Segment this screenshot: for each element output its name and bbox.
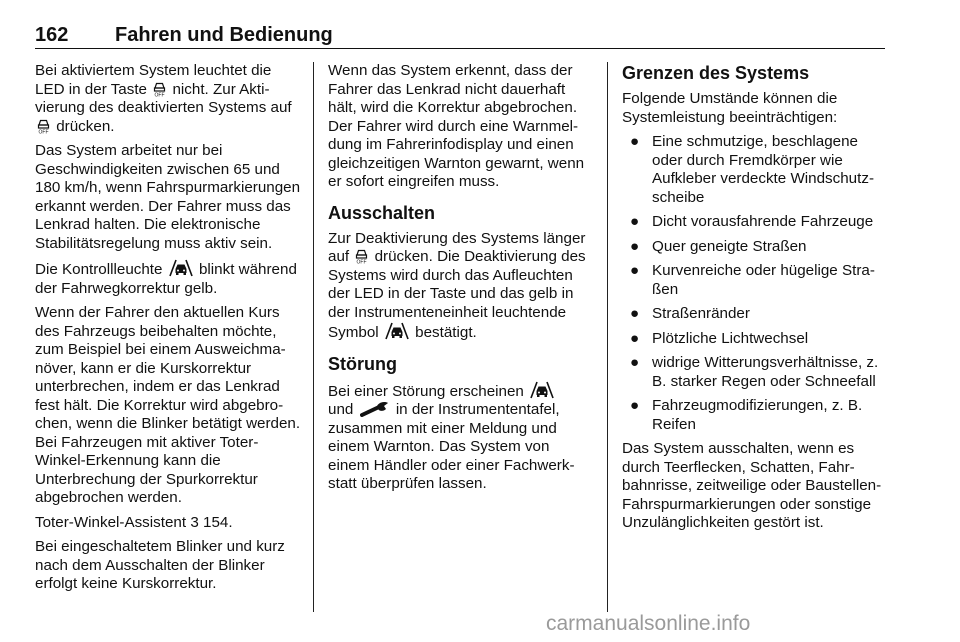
list-item: ● Eine schmutzige, beschlagene oder durch Fremdkörper wie Aufkleber verdeckte Windschutzscheibe xyxy=(630,133,875,206)
list-item: ● Dicht vorausfahrende Fahrzeuge xyxy=(630,213,874,230)
column-middle xyxy=(328,62,594,500)
column-divider xyxy=(313,62,314,612)
page-header xyxy=(35,16,885,48)
section-heading-stoerung: Störung xyxy=(328,353,397,374)
paragraph: Wenn das System erkennt, dass der Fahrer das Lenkrad nicht dauerhaft hält, wird die Korrektur abgebrochen. Der Fahrer wird durch eine Warnmeldung im Fahrerinfodisplay und einen gleichzeitigen Warnton gewarnt, wenn er sofort eingreifen muss. xyxy=(328,62,585,190)
lane-departure-car-icon xyxy=(385,322,409,340)
page-number: 162 xyxy=(35,24,69,46)
limitations-list xyxy=(622,133,890,434)
paragraph: Zur Deaktivierung des Systems länger auf OFF drücken. Die Deaktivierung des Systems wird durch das Aufleuchten der LED in der Taste und das gelb in der Instrumenteneinheit leuchtende Symbol bestätigt. xyxy=(328,229,586,341)
lane-assist-button-off-icon xyxy=(355,248,368,264)
section-heading-grenzen: Grenzen des Systems xyxy=(622,63,810,83)
bullet-icon: ● xyxy=(630,305,640,322)
page-reference-arrow-icon: 3 xyxy=(190,513,199,531)
list-item: ● Kurvenreiche oder hügelige Straßen xyxy=(630,262,875,298)
paragraph: Bei aktiviertem System leuchtet die LED in der Taste OFF nicht. Zur Aktivierung des deaktivierten Systems auf OFF drücken. xyxy=(35,62,292,135)
lane-assist-button-off-icon xyxy=(153,81,166,97)
paragraph: Folgende Umstände können die Systemleistung beeinträchtigen: xyxy=(622,90,838,126)
list-item: ● Straßenränder xyxy=(630,305,750,322)
svg-text:OFF: OFF xyxy=(154,92,165,97)
list-item: ● Plötzliche Lichtwechsel xyxy=(630,329,809,347)
paragraph: Bei einer Störung erscheinen und in der Instrumententafel, zusammen mit einer Meldung und einem Warnton. Das System von einem Händler oder einer Fachwerkstatt überprüfen lassen. xyxy=(328,382,575,492)
svg-text:OFF: OFF xyxy=(356,259,367,264)
lane-departure-car-icon xyxy=(530,381,554,399)
list-item: ● Quer geneigte Straßen xyxy=(630,237,807,255)
watermark-link[interactable]: carmanualsonline.info xyxy=(546,612,751,635)
column-left xyxy=(35,62,303,600)
header-rule xyxy=(35,48,885,49)
bullet-icon: ● xyxy=(630,237,640,255)
paragraph: Bei eingeschaltetem Blinker und kurz nach dem Ausschalten der Blinker erfolgt keine Kurskorrektur. xyxy=(35,538,285,592)
bullet-icon: ● xyxy=(630,262,640,279)
section-heading-ausschalten: Ausschalten xyxy=(328,202,436,223)
bullet-icon: ● xyxy=(630,397,640,414)
paragraph: Das System arbeitet nur bei Geschwindigkeiten zwischen 65 und 180 km/h, wenn Fahrspurmarkierungen erkannt werden. Der Fahrer muss das Lenkrad halten. Die elektronische Stabilitätsregelung muss aktiv sein. xyxy=(35,142,301,252)
bullet-icon: ● xyxy=(630,133,640,150)
svg-text:OFF: OFF xyxy=(38,129,49,134)
column-right xyxy=(622,62,890,539)
list-item: ● widrige Witterungsverhältnisse, z. B. starker Regen oder Schneefall xyxy=(630,354,879,390)
paragraph: Wenn der Fahrer den aktuellen Kurs des Fahrzeugs beibehalten möchte, zum Beispiel bei einem Ausweichmanöver, kann er die Kurskorrektur unterbrechen, indem er das Lenkrad fest hält. Die Korrektur wird abgebrochen, wenn die Blinker betätigt werden. Bei Fahrzeugen mit aktiver Toter-Winkel-Erkennung kann die Unterbrechung der Spurkorrektur abgebrochen werden. xyxy=(35,304,301,506)
list-item: ● Fahrzeugmodifizierungen, z. B. Reifen xyxy=(630,397,863,433)
lane-assist-button-off-icon xyxy=(37,118,50,134)
column-divider xyxy=(607,62,608,612)
lane-departure-car-icon xyxy=(169,259,193,277)
wrench-icon xyxy=(360,401,390,417)
paragraph: Das System ausschalten, wenn es durch Teerflecken, Schatten, Fahrbahnrisse, zeitweilige oder Baustellen-Fahrspurmarkierungen oder sonstige Unzulänglichkeiten gestört ist. xyxy=(622,440,882,531)
paragraph: Die Kontrollleuchte blinkt während der Fahrwegkorrektur gelb. xyxy=(35,261,297,297)
bullet-icon: ● xyxy=(630,354,640,371)
bullet-icon: ● xyxy=(630,329,640,347)
chapter-title: Fahren und Bedienung xyxy=(115,24,333,46)
bullet-icon: ● xyxy=(630,213,640,230)
paragraph: Toter-Winkel-Assistent 3 154. xyxy=(35,513,233,531)
